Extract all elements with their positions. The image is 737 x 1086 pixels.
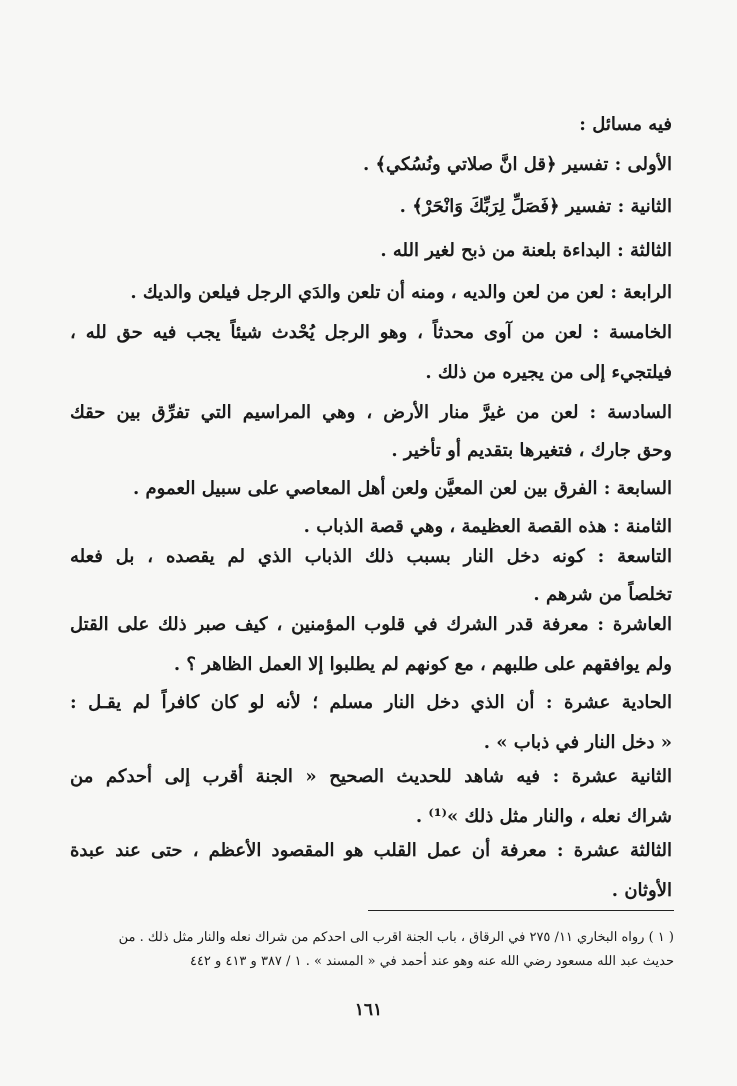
text-line: الثانية عشرة : فيه شاهد للحديث الصحيح « الجنة أقرب إلى أحدكم من — [70, 766, 672, 787]
text-line: السادسة : لعن من غيرَّ منار الأرض ، وهي المراسيم التي تفرِّق بين حقك — [70, 402, 672, 423]
text-line: الأوثان . — [611, 880, 672, 901]
text-line: الثانية : تفسير ﴿فَصَلِّ لِرَبِّكَ وَانْحَرْ﴾ . — [399, 196, 672, 217]
text-line: الثالثة : البداءة بلعنة من ذبح لغير الله . — [380, 240, 672, 261]
text-line: « دخل النار في ذباب » . — [483, 732, 672, 753]
text-line: الأولى : تفسير ﴿قل انَّ صلاتي ونُسُكي﴾ . — [362, 154, 672, 175]
footnote-divider — [368, 910, 674, 911]
text-line: العاشرة : معرفة قدر الشرك في قلوب المؤمنين ، كيف صبر ذلك على القتل — [70, 614, 672, 635]
page-number: ١٦١ — [354, 1000, 383, 1020]
text-line: وحق جارك ، فتغيرها بتقديم أو تأخير . — [391, 440, 672, 461]
text-line: التاسعة : كونه دخل النار بسبب ذلك الذباب الذي لم يقصده ، بل فعله — [70, 546, 672, 567]
text-line: الثامنة : هذه القصة العظيمة ، وهي قصة الذباب . — [303, 516, 672, 537]
footnote-line: حديث عبد الله مسعود رضي الله عنه وهو عند أحمد في « المسند » . ١ / ٣٨٧ و ٤١٣ و ٤٤٢ — [189, 954, 674, 969]
text-line: الخامسة : لعن من آوى محدثاً ، وهو الرجل يُحْدث شيئاً يجب فيه حق لله ، — [70, 322, 672, 343]
text-line: السابعة : الفرق بين لعن المعيَّن ولعن أهل المعاصي على سبيل العموم . — [132, 478, 672, 499]
text-line: فيلتجيء إلى من يجيره من ذلك . — [425, 362, 672, 383]
text-line: تخلصاً من شرهم . — [533, 584, 672, 605]
text-line: ولم يوافقهم على طلبهم ، مع كونهم لم يطلبوا إلا العمل الظاهر ؟ . — [173, 654, 672, 675]
text-line: فيه مسائل : — [579, 114, 672, 135]
text-line: الحادية عشرة : أن الذي دخل النار مسلم ؛ لأنه لو كان كافراً لم يقـل : — [70, 692, 672, 713]
text-line: الثالثة عشرة : معرفة أن عمل القلب هو المقصود الأعظم ، حتى عند عبدة — [70, 840, 672, 861]
text-line: شراك نعله ، والنار مثل ذلك »⁽¹⁾ . — [415, 806, 672, 827]
footnote-line: ( ١ ) رواه البخاري ١١/ ٢٧٥ في الرقاق ، باب الجنة اقرب الى احدكم من شراك نعله والنار مثل ذلك . من — [118, 930, 674, 945]
text-line: الرابعة : لعن من لعن والديه ، ومنه أن تلعن والدَي الرجل فيلعن والديك . — [130, 282, 672, 303]
